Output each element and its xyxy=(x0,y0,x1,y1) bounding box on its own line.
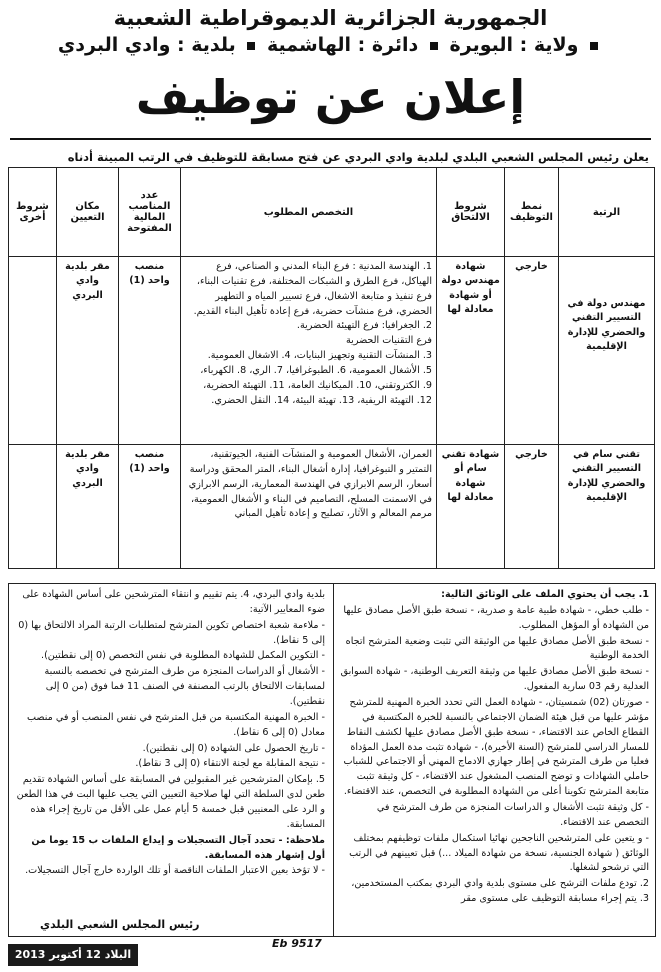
cell-conditions: شهادة مهندس دولة أو شهادة معادلة لها xyxy=(437,257,505,445)
table-row xyxy=(9,257,655,445)
paragraph: - نسخة طبق الأصل مصادق عليها من وثيقة التعريف الوطنية، - شهادة السوابق العدلية رقم 03 سارية المفعول. xyxy=(340,666,649,693)
paragraph: 2. تودع ملفات الترشح على مستوى بلدية وادي البردي بمكتب المستخدمين، 3. يتم إجراء مسابقة التوظيف على مستوى مقر xyxy=(351,878,649,905)
paragraph: - التكوين المكمل للشهادة المطلوبة في نفس التخصص (0 إلى نقطتين). xyxy=(41,650,325,662)
paragraph: - و يتعين على المترشحين الناجحين نهائيا استكمال ملفات توظيفهم بمختلف الوثائق ( شهادة الجنسية، نسخة من شهادة الميلاد ...) قبل تعيينهم في الرتب التي ترشحو لشغلها. xyxy=(349,832,649,874)
paragraph: - صورتان (02) شمسيتان، - شهادة العمل التي تحدد الخبرة المهنية للمترشح مؤشر عليها من قبل هيئة الضمان الاجتماعي بالنسبة للخبرة المكتسبة في القطاع الخاص عند الاقتضاء، - نسخة طبق الأصل مصادق عليها لكشف النقاط للمسار الدراسي للمترشح (السنة الأخيرة)، - شهادة تثبت مدة العمل المؤداة فعليا من طرف المترشح في إطار جهازي الادماج المهني أو الاجتماعي للشباب حاملي الشهادات و توضح المنصب المشغول عند الاقتضاء، - كل وثيقة تثبت متابعة المترشح تكوينا أعلى من الشهادة المطلوبة في التخصص، عند الاقتضاء. xyxy=(343,697,649,798)
cell-other xyxy=(9,257,57,445)
cell-place: مقر بلدية وادي البردي xyxy=(57,445,119,569)
right-column xyxy=(333,584,655,936)
specialty-line: 9. الكتروتقني، 10. الميكانيك العامة، 11. التهيئة الحضرية، xyxy=(203,379,432,391)
square-bullet-icon xyxy=(590,42,598,50)
cell-grade: مهندس دولة في التسيير التقني والحضري للإدارة الإقليمية xyxy=(559,257,655,445)
left-column xyxy=(9,584,331,936)
cell-conditions: شهادة تقني سام أو شهادة معادلة لها xyxy=(437,445,505,569)
conditions-section xyxy=(8,583,656,937)
header-posts: عدد المناصب المالية المفتوحة xyxy=(119,168,181,257)
specialty-line: 2. الجغرافيا: فرع التهيئة الحضرية. xyxy=(296,320,432,332)
paragraph: - لا تؤخذ بعين الاعتبار الملفات الناقصة أو تلك الواردة خارج آجال التسجيلات. xyxy=(25,865,325,877)
header-place: مكان التعيين xyxy=(57,168,119,257)
positions-table xyxy=(8,167,655,569)
publication-date: البلاد 12 أكتوبر 2013 xyxy=(8,944,138,966)
paragraph: - الأشغال أو الدراسات المنجزة من طرف المترشح في تخصصه بالنسبة لمسابقات الالتحاق بالرتب المصنفة في الصنف 11 فما فوق (من 0 إلى نقطتين). xyxy=(44,666,325,708)
cell-other xyxy=(9,445,57,569)
note-paragraph: ملاحظة: - تحدد آجال التسجيلات و إيداع الملفات ب 15 يوما من أول إشهار هذه المسابقة. xyxy=(31,834,325,861)
cell-place: مقر بلدية وادي البردي xyxy=(57,257,119,445)
specialty-line: 1. الهندسة المدنية : فرع البناء المدني و الصناعي، فرع الهياكل، فرع الطرق و الشبكات المختلفة، فرع تقنيات البناء، فرع تنفيذ و متابعة الاشغال، فرع تسيير المياه و التطهير الحضري، فرع منشآت حضرية، فرع إعادة تأهيل البناء القديم. xyxy=(193,261,432,317)
specialty-line: 3. المنشآت التقنية وتجهيز البنايات، 4. الاشغال العمومية. xyxy=(207,350,432,362)
cell-mode: خارجي xyxy=(505,257,559,445)
paragraph: 1. يجب أن يحتوي الملف على الوثائق التالية: xyxy=(441,589,649,600)
square-bullet-icon xyxy=(430,42,438,50)
cell-specialty xyxy=(181,257,437,445)
cell-mode: خارجي xyxy=(505,445,559,569)
paragraph: - تاريخ الحصول على الشهادة (0 إلى نقطتين). xyxy=(142,742,325,754)
paragraph: - كل وثيقة تثبت الأشغال و الدراسات المنجزة من طرف المترشح في التخصص عند الاقتضاء. xyxy=(376,802,649,828)
cell-grade: تقني سام في التسيير التقني والحضري للإدارة الإقليمية xyxy=(559,445,655,569)
paragraph: 5. بإمكان المترشحين غير المقبولين في المسابقة على أساس الشهادة تقديم طعن لدى السلطة التي لها صلاحية التعيين التي يجب عليها البت في هذا الطعن و الرد على المعنيين قبل خمسة 5 أيام عمل على الأقل من تاريخ إجراء هذه المسابقة. xyxy=(16,774,325,830)
table-row xyxy=(9,445,655,569)
signature-label: رئيس المجلس الشعبي البلدي xyxy=(40,918,200,931)
paragraph: - طلب خطي، - شهادة طبية عامة و صدرية، - نسخة طبق الأصل مصادق عليها من الشهادة أو المؤهل المطلوب. xyxy=(343,604,649,631)
title-divider xyxy=(10,138,651,140)
header-conditions: شروط الالتحاق xyxy=(437,168,505,257)
announcement-title: إعلان عن توظيف xyxy=(135,70,526,124)
specialty-line: فرع التقنيات الحضرية xyxy=(346,335,432,347)
header-grade: الرتبة xyxy=(559,168,655,257)
wilaya-label: ولاية : البويرة xyxy=(449,34,579,56)
cell-posts: منصب واحد (1) xyxy=(119,257,181,445)
republic-title: الجمهورية الجزائرية الديموقراطية الشعبية xyxy=(113,6,548,30)
cell-posts: منصب واحد (1) xyxy=(119,445,181,569)
specialty-line: 5. الأشغال العمومية، 6. الطبوغرافيا، 7. الري، 8. الكهرباء، xyxy=(200,365,432,377)
paragraph: بلدية وادي البردي، 4. يتم تقييم و انتقاء المترشحين على أساس الشهادة على ضوء المعايير الآتية: xyxy=(22,589,325,615)
header-mode: نمط التوظيف xyxy=(505,168,559,257)
paragraph: - الخبرة المهنية المكتسبة من قبل المترشح في نفس المنصب أو في منصب معادل (0 إلى 6 نقاط). xyxy=(27,711,325,738)
header-other: شروط أخرى xyxy=(9,168,57,257)
paragraph: - ملاءمة شعبة اختصاص تكوين المترشح لمتطلبات الرتبة المراد الالتحاق بها (0 إلى 5 نقاط). xyxy=(18,619,325,646)
admin-line xyxy=(0,34,661,56)
commune-label: بلدية : وادي البردي xyxy=(57,34,236,56)
reference-code: Eb 9517 xyxy=(272,937,322,950)
header-specialty: التخصص المطلوب xyxy=(181,168,437,257)
paragraph: - نسخة طبق الأصل مصادق عليها من الوثيقة التي تثبت وضعية المترشح اتجاه الخدمة الوطنية xyxy=(345,635,649,662)
daira-label: دائرة : الهاشمية xyxy=(266,34,419,56)
table-header-row xyxy=(9,168,655,257)
cell-specialty xyxy=(181,445,437,569)
intro-text: يعلن رئيس المجلس الشعبي البلدي لبلدية وادي البردي عن فتح مسابقة للتوظيف في الرتب المبينة أدناه xyxy=(67,150,649,164)
square-bullet-icon xyxy=(247,42,255,50)
paragraph: - نتيجة المقابلة مع لجنة الانتقاء (0 إلى 3 نقاط). xyxy=(135,758,325,770)
specialty-line: العمران، الأشغال العمومية و المنشآت الفنية، الجيوتقنية، التمتير و التبوغرافيا، إدارة أشغال البناء، المتر المحقق ودراسة أسعار، الرسم الابرازي في الهندسة المعمارية، الرسم الابرازي في الاسمنت المسلح، التصاميم في البناء و الأشغال العمومية، مرمم المعالم و الآثار، تصليح و إعادة تأهيل المباني xyxy=(188,449,432,520)
specialty-line: 12. التهيئة الريفية، 13. تهيئة البيئة، 14. النقل الحضري. xyxy=(211,394,432,406)
